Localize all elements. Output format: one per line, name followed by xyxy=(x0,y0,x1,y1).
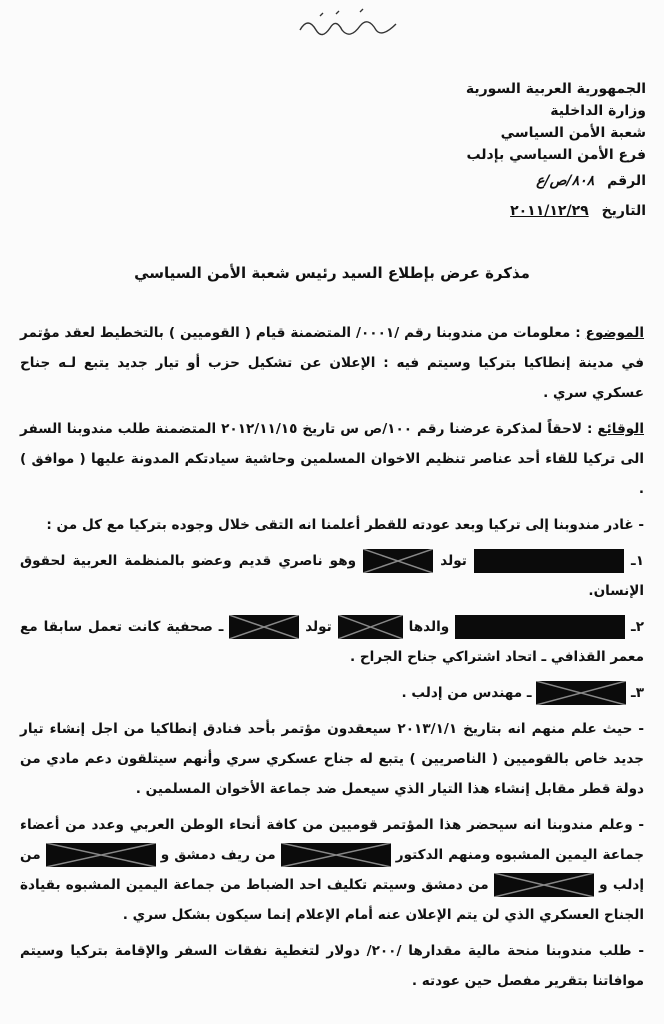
item2-number: ٢ـ xyxy=(631,619,644,635)
date-label: التاريخ xyxy=(601,203,646,219)
header-country: الجمهورية العربية السورية xyxy=(465,81,646,97)
header-ministry: وزارة الداخلية xyxy=(550,103,646,119)
subject-text: : معلومات من مندوبنا رقم /٠٠٠١/ المتضمنة قيام ( القوميين ) بالتخطيط لعقد مؤتمر في مدينة إنطاكيا بتركيا وسيتم فيه : الإعلان عن تشكيل حزب أو تيار جديد يتبع لـه جناح عسكري سري . xyxy=(20,325,644,401)
person-item-3 xyxy=(20,678,644,708)
subject-paragraph xyxy=(20,318,644,408)
redaction-box xyxy=(494,873,594,897)
person-item-2 xyxy=(20,612,644,672)
handwritten-note xyxy=(290,2,410,42)
subject-label: الموضوع xyxy=(585,325,645,341)
item2-born-label: تولد xyxy=(305,619,332,635)
header-division: شعبة الأمن السياسي xyxy=(500,125,646,141)
conference-paragraph: - حيث علم منهم انه بتاريخ ٢٠١٣/١/١ سيعقدون مؤتمر بأحد فنادق إنطاكيا من اجل إنشاء تيار جديد خاص بالقوميين ( الناصريين ) يتبع له جناح عسكري سري وأنهم سيتلقون دعم مادي من دولة قطر مقابل إنشاء هذا التيار الذي سيعمل ضد جماعة الأخوان المسلمين . xyxy=(20,721,644,797)
item2-father-label: والدها xyxy=(408,619,450,635)
memo-title: مذكرة عرض بإطلاع السيد رئيس شعبة الأمن السياسي xyxy=(134,264,530,282)
redaction-box xyxy=(474,549,624,573)
departure-paragraph: - غادر مندوبنا إلى تركيا وبعد عودته للقطر أعلمنا انه التقى خلال وجوده بتركيا مع كل من : xyxy=(46,517,644,533)
letterhead xyxy=(386,78,646,226)
item3-number: ٣ـ xyxy=(631,685,644,701)
attendees-text-4: من دمشق وسيتم تكليف احد الضباط من جماعة اليمين المشبوه بقيادة الجناح العسكري الذي لن يتم الإعلان عنه أمام الإعلام إنما سيكون بشكل سري . xyxy=(20,877,644,923)
attendees-paragraph xyxy=(20,810,644,930)
facts-text: : لاحقاً لمذكرة عرضنا رقم ١٠٠/ص س تاريخ ٢٠١٢/١١/١٥ المتضمنة طلب مندوبنا السفر الى تركيا للقاء أحد عناصر تنظيم الاخوان المسلمين وحاشية سيادتكم المدونة عليها ( موافق ) . xyxy=(20,421,644,497)
redaction-box xyxy=(338,615,403,639)
date-value: ٢٠١١/١٢/٢٩ xyxy=(510,203,589,219)
redaction-box xyxy=(229,615,299,639)
redaction-box xyxy=(455,615,625,639)
redaction-box xyxy=(46,843,156,867)
item2-text: ـ صحفية كانت تعمل سابقا مع معمر القذافي ـ اتحاد اشتراكي جناح الجراح . xyxy=(20,619,644,665)
item1-number: ١ـ xyxy=(631,553,645,569)
item3-text: ـ مهندس من إدلب . xyxy=(401,685,532,701)
reference-row xyxy=(386,166,646,196)
reference-value: ٨٠٨/ص/ع xyxy=(536,173,595,189)
person-item-1 xyxy=(20,546,644,606)
header-branch: فرع الأمن السياسي بإدلب xyxy=(466,147,646,163)
attendees-text-3: من إدلب و xyxy=(20,847,644,893)
redaction-box xyxy=(536,681,626,705)
attendees-text-1: - وعلم مندوبنا انه سيحضر هذا المؤتمر قوميين من كافة أنحاء الوطن العربي وعدد من أعضاء جماعة اليمين المشبوه ومنهم الدكتور xyxy=(20,817,645,863)
funding-request-paragraph: - طلب مندوبنا منحة مالية مقدارها /٢٠٠/ دولار لتغطية نفقات السفر والإقامة بتركيا وسيتم موافاتنا بتقرير مفصل حين عودته . xyxy=(20,943,644,989)
facts-label: الوقائع xyxy=(597,421,645,437)
redaction-box xyxy=(281,843,391,867)
attendees-text-2: من ريف دمشق و xyxy=(160,847,276,863)
facts-paragraph xyxy=(20,414,644,504)
reference-label: الرقم xyxy=(607,173,646,189)
date-row xyxy=(386,196,646,226)
item1-text: وهو ناصري قديم وعضو بالمنظمة العربية لحقوق الإنسان. xyxy=(20,553,644,599)
memo-body xyxy=(20,318,644,1002)
redaction-box xyxy=(363,549,433,573)
item1-born-label: تولد xyxy=(440,553,467,569)
